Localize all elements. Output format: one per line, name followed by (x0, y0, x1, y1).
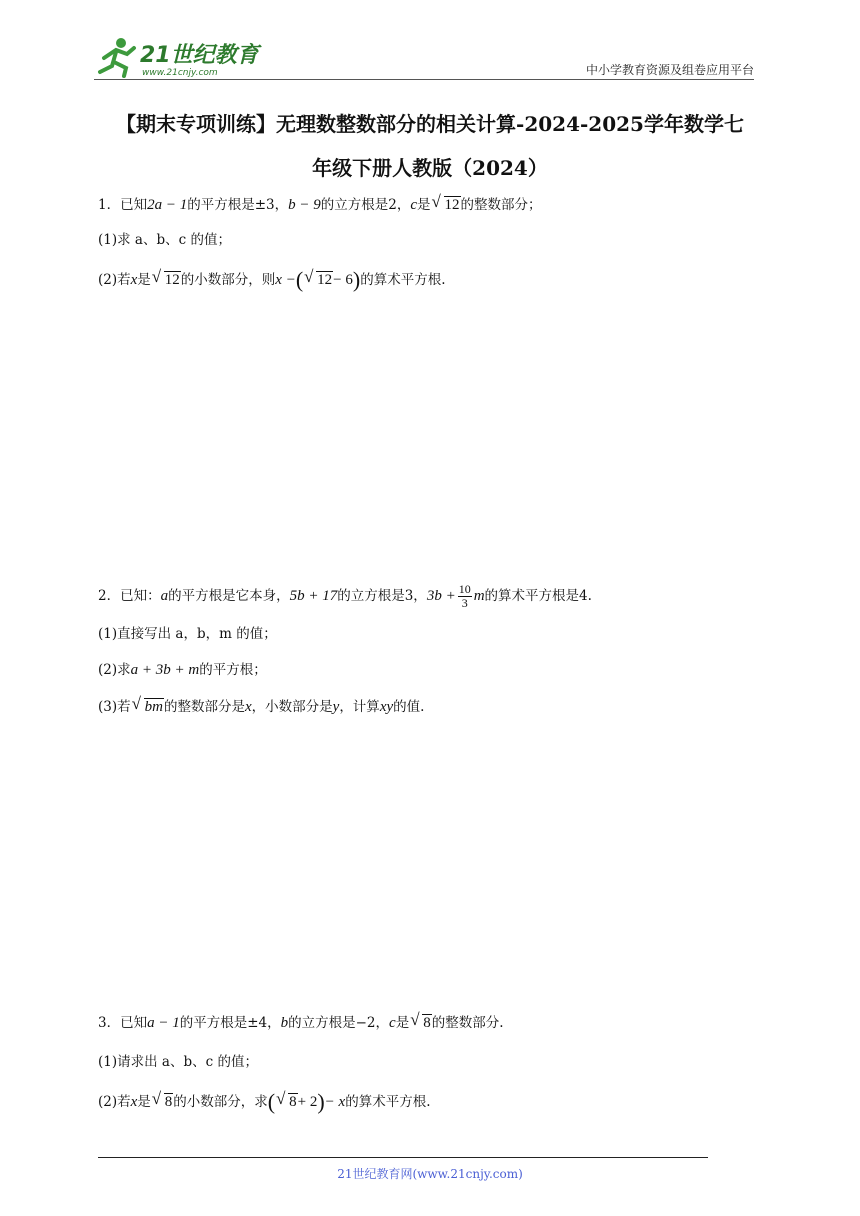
q3-stem: 3．已知a − 1的平方根是±4，b的立方根是−2，c是√ 8的整数部分. (98, 1013, 504, 1033)
q2-stem: 2．已知：a的平方根是它本身，5b + 17的立方根是3，3b + $\frac{10}{3}$ m的算术平方根是4. (98, 582, 592, 610)
logo-21cnjy (94, 36, 264, 78)
q1-part1: (1)求 a、b、c 的值； (98, 232, 231, 248)
footer-link[interactable]: 21世纪教育网(www.21cnjy.com) (337, 1167, 523, 1181)
doc-title-line2: 年级下册人教版（2024） (312, 156, 548, 180)
q2-part3: (3)若√ bm的整数部分是x，小数部分是y，计算xy的值. (98, 697, 424, 717)
logo-url: www.21cnjy.com (142, 68, 218, 78)
logo-text: 21世纪教育 (140, 43, 259, 68)
q2-part2: (2)求a + 3b + m的平方根； (98, 662, 267, 678)
q3-part1: (1)请求出 a、b、c 的值； (98, 1054, 258, 1070)
footer-divider (98, 1157, 708, 1158)
q1-stem: 1．已知2a − 1的平方根是±3，b − 9的立方根是2，c是√ 12的整数部分； (98, 195, 542, 215)
q2-part1: (1)直接写出 a，b，m 的值； (98, 626, 277, 642)
q1-part2: (2)若x是√ 12的小数部分，则x −(√ 12− 6)的算术平方根. (98, 270, 446, 290)
doc-title-line1: 【期末专项训练】无理数整数部分的相关计算-2024-2025学年数学七 (116, 112, 744, 136)
runner-icon (100, 38, 134, 76)
header-divider (94, 79, 754, 80)
header-platform-text: 中小学教育资源及组卷应用平台 (585, 63, 754, 77)
q3-part2: (2)若x是√ 8的小数部分，求(√ 8+ 2)− x的算术平方根. (98, 1092, 431, 1112)
